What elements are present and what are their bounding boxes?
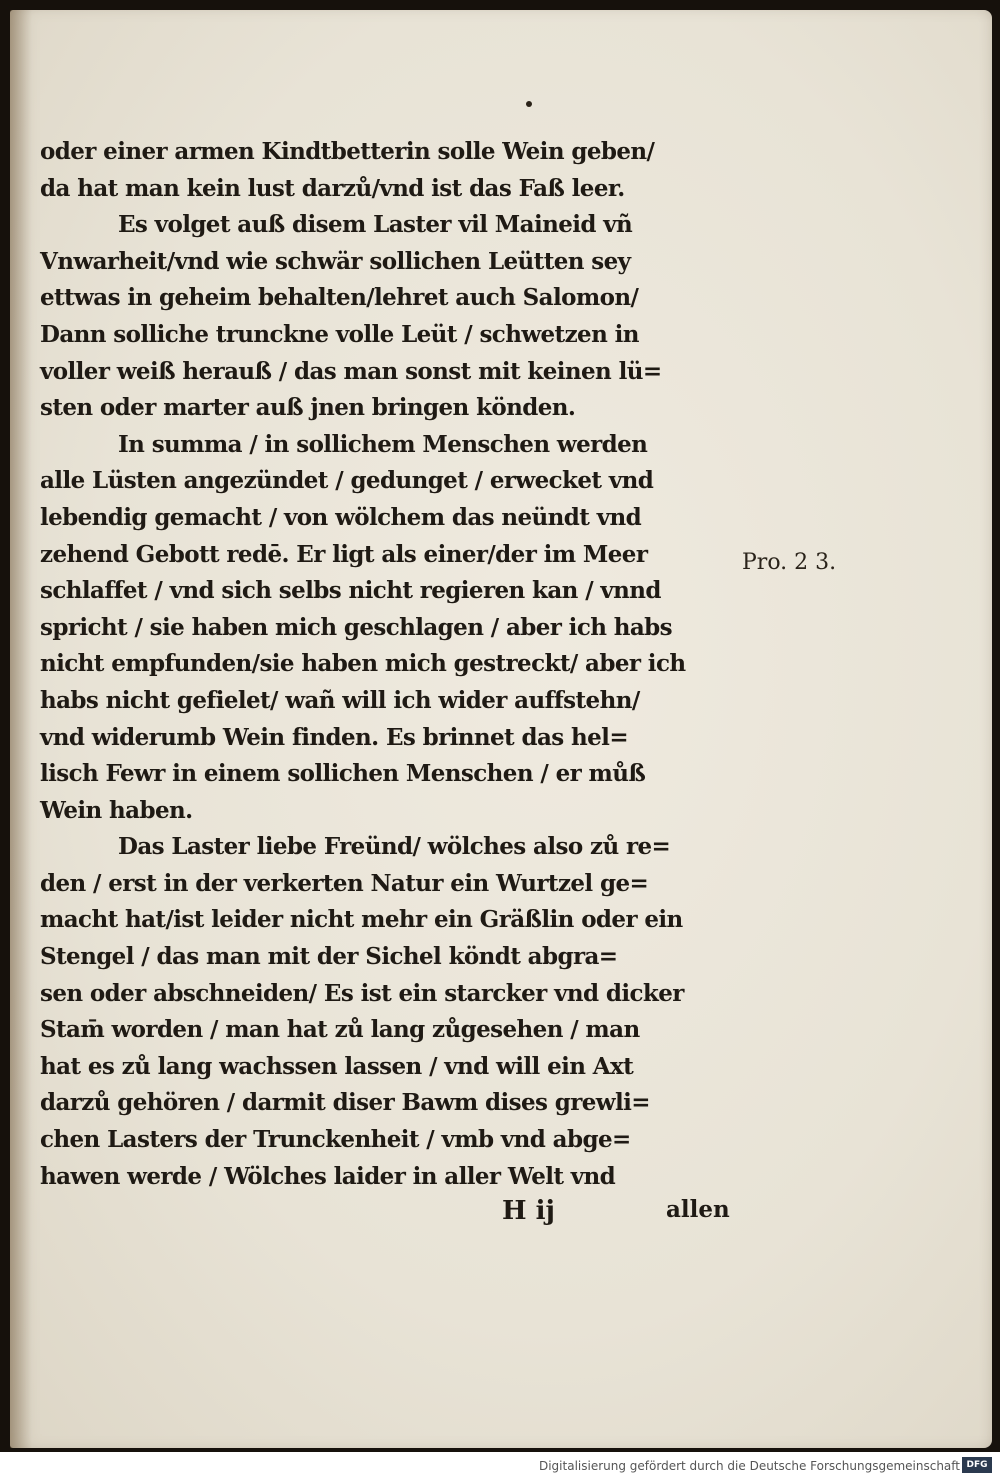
text-line: Es volget auß disem Laster vil Maineid vñ: [118, 211, 633, 239]
text-line: hat es zů lang wachssen lassen / vnd will ein Axt: [40, 1052, 634, 1080]
digitization-credit: Digitalisierung gefördert durch die Deutsche Forschungsgemeinschaft: [538, 1459, 960, 1473]
text-line: sen oder abschneiden/ Es ist ein starcker vnd dicker: [40, 979, 684, 1007]
catchword: allen: [666, 1196, 730, 1223]
text-line: macht hat/ist leider nicht mehr ein Gräßlin oder ein: [40, 906, 683, 934]
text-line: den / erst in der verkerten Natur ein Wurtzel ge=: [40, 869, 649, 897]
text-line: In summa / in sollichem Menschen werden: [118, 430, 648, 458]
spine-shadow: [10, 10, 32, 1448]
text-line: Stengel / das man mit der Sichel köndt abgra=: [40, 943, 618, 971]
text-line: Vnwarheit/vnd wie schwär sollichen Leütten sey: [40, 247, 631, 275]
text-line: Dann solliche trunckne volle Leüt / schwetzen in: [40, 320, 639, 348]
text-line: Stam̄ worden / man hat zů lang zůgesehen / man: [40, 1016, 640, 1044]
marginal-note: Pro. 2 3.: [742, 550, 837, 575]
text-line: alle Lüsten angezündet / gedunget / erwecket vnd: [40, 467, 654, 495]
text-line: oder einer armen Kindtbetterin solle Wein geben/: [40, 138, 655, 165]
text-line: da hat man kein lust darzů/vnd ist das Faß leer.: [40, 174, 625, 202]
text-line: Das Laster liebe Freünd/ wölches also zů re=: [118, 833, 671, 861]
ink-dot: [526, 101, 532, 107]
text-line: zehend Gebott redē. Er ligt als einer/der im Meer: [40, 540, 648, 568]
text-line: spricht / sie haben mich geschlagen / aber ich habs: [40, 613, 673, 641]
text-line: sten oder marter auß jnen bringen könden.: [40, 394, 576, 422]
signature-mark: H ij: [502, 1196, 555, 1226]
text-line: darzů gehören / darmit diser Bawm dises grewli=: [40, 1089, 650, 1117]
text-line: schlaffet / vnd sich selbs nicht regieren kan / vnnd: [40, 577, 661, 605]
text-line: nicht empfunden/sie haben mich gestreckt/ aber ich: [40, 650, 686, 678]
text-line: hawen werde / Wölches laider in aller Welt vnd: [40, 1162, 616, 1190]
text-line: habs nicht gefielet/ wañ will ich wider auffstehn/: [40, 686, 640, 714]
text-line: chen Lasters der Trunckenheit / vmb vnd abge=: [40, 1126, 631, 1154]
text-line: lebendig gemacht / von wölchem das neündt vnd: [40, 503, 642, 531]
text-line: Wein haben.: [40, 796, 193, 824]
text-line: lisch Fewr in einem sollichen Menschen / er můß: [40, 760, 646, 788]
text-line: vnd widerumb Wein finden. Es brinnet das hel=: [40, 723, 628, 751]
dfg-logo: DFG: [962, 1457, 992, 1473]
text-line: voller weiß herauß / das man sonst mit keinen lü=: [40, 357, 662, 385]
text-line: ettwas in geheim behalten/lehret auch Salomon/: [40, 284, 639, 312]
page-text-block: [40, 134, 740, 1195]
